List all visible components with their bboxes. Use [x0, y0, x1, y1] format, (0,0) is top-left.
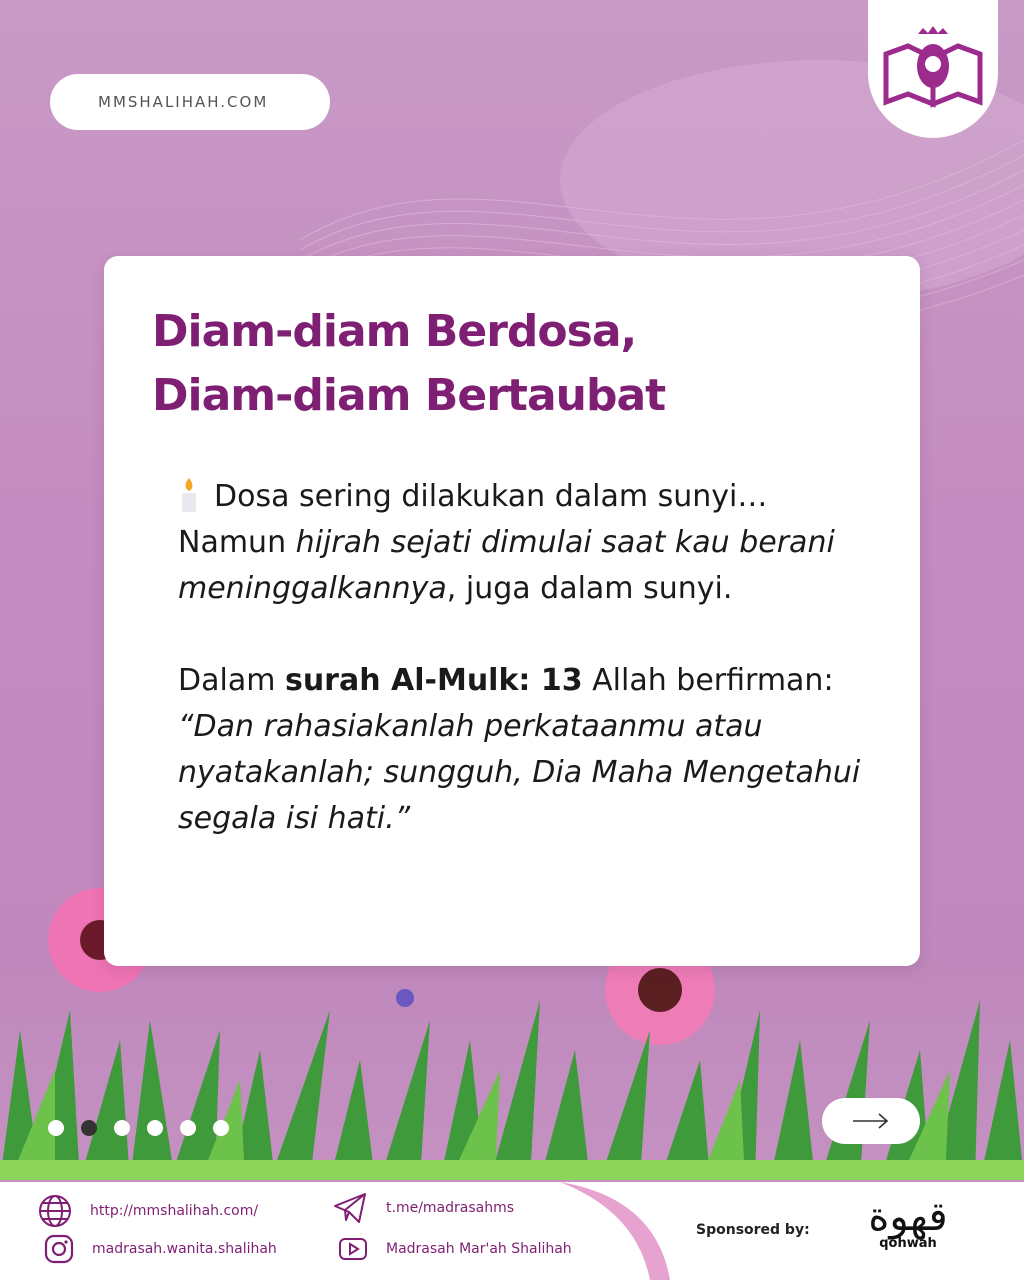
- telegram-link[interactable]: t.me/madrasahms: [386, 1200, 515, 1216]
- body-text: [178, 474, 894, 842]
- paragraph-1-start: Namun: [178, 525, 296, 560]
- surah-reference: surah Al-Mulk: 13: [284, 663, 583, 698]
- website-link[interactable]: http://mmshalihah.com/: [90, 1203, 259, 1219]
- book-hijab-logo-icon: [878, 24, 988, 114]
- paragraph-1-end: , juga dalam sunyi.: [446, 571, 733, 606]
- footer-swoosh-decoration: [560, 1182, 680, 1280]
- paragraph-2-start: Dalam: [178, 663, 285, 698]
- paragraph-2: [178, 658, 894, 842]
- youtube-icon: [338, 1236, 368, 1262]
- paragraph-1-italic: hijrah sejati dimulai saat kau berani meninggalkannya: [178, 525, 835, 606]
- page-dot[interactable]: [180, 1120, 196, 1136]
- paragraph-1-intro: Dosa sering dilakukan dalam sunyi…: [214, 479, 768, 514]
- title-line-1: Diam-diam Berdosa,: [152, 306, 637, 357]
- instagram-handle[interactable]: madrasah.wanita.shalihah: [92, 1241, 277, 1257]
- footer-instagram[interactable]: [44, 1234, 277, 1264]
- page-dot-active[interactable]: [81, 1120, 97, 1136]
- title-line-2: Diam-diam Bertaubat: [152, 370, 666, 421]
- arrow-right-icon: [851, 1111, 891, 1131]
- paragraph-2-mid: Allah berfirman:: [582, 663, 834, 698]
- page-dot[interactable]: [48, 1120, 64, 1136]
- page-dot[interactable]: [213, 1120, 229, 1136]
- carousel-pagination: [48, 1120, 229, 1136]
- page-title: [152, 300, 872, 428]
- page-dot[interactable]: [114, 1120, 130, 1136]
- site-label-pill[interactable]: [50, 74, 330, 130]
- next-slide-button[interactable]: [822, 1098, 920, 1144]
- sponsor-label: Sponsored by:: [696, 1222, 810, 1238]
- candle-icon: [178, 478, 200, 512]
- telegram-icon: [332, 1190, 368, 1226]
- sponsor-logo: [838, 1192, 978, 1272]
- footer-website[interactable]: [38, 1194, 258, 1228]
- content-card: [104, 256, 920, 966]
- footer-telegram[interactable]: [332, 1190, 514, 1226]
- footer-bar: [0, 1182, 1024, 1280]
- madrasah-logo: [868, 0, 998, 138]
- sponsor-name: qohwāh: [879, 1236, 937, 1251]
- instagram-icon: [44, 1234, 74, 1264]
- quran-quote: “Dan rahasiakanlah perkataanmu atau nyatakanlah; sungguh, Dia Maha Mengetahui segala isi hati.”: [178, 709, 861, 836]
- youtube-channel[interactable]: Madrasah Mar'ah Shalihah: [386, 1241, 572, 1257]
- sponsor-arabic-wordmark: قهوة: [868, 1194, 948, 1240]
- globe-icon: [38, 1194, 72, 1228]
- footer-youtube[interactable]: [338, 1236, 572, 1262]
- paragraph-1: [178, 474, 894, 612]
- site-label-text: MMSHALIHAH.COM: [98, 93, 269, 111]
- page-dot[interactable]: [147, 1120, 163, 1136]
